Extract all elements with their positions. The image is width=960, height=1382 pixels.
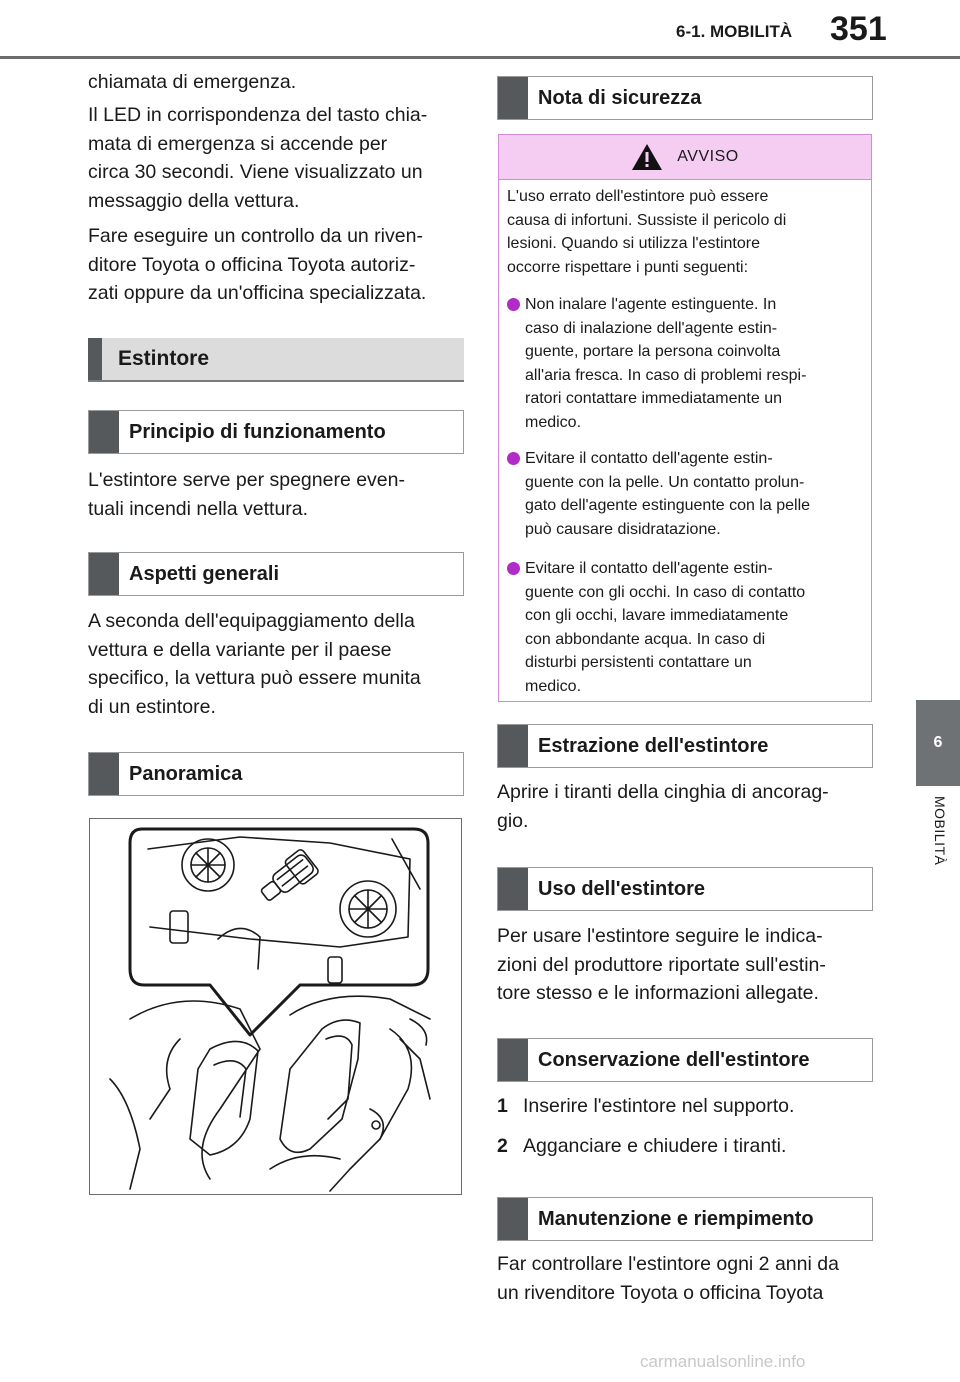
page-number: 351 xyxy=(830,10,887,48)
warning-box xyxy=(498,134,872,702)
heading-bar xyxy=(498,1198,528,1240)
heading-bar xyxy=(88,338,102,380)
heading-bar xyxy=(89,753,119,795)
bullet-dot-icon xyxy=(507,562,520,575)
heading-nota-sicurezza xyxy=(497,76,873,120)
heading-manutenzione xyxy=(497,1197,873,1241)
manutenzione-paragraph: Far controllare l'estintore ogni 2 anni da un rivenditore Toyota o officina Toyota xyxy=(497,1253,839,1304)
heading-panoramica xyxy=(88,752,464,796)
step-item xyxy=(497,1092,794,1120)
section-title: 6-1. MOBILITÀ xyxy=(676,22,793,41)
heading-bar xyxy=(498,1039,528,1081)
watermark: carmanualsonline.info xyxy=(640,1352,806,1371)
warning-bullet-text: Evitare il contatto dell'agente estin- guente con la pelle. Un contatto prolun- gato dell'agente estinguente con la pelle può causare disidratazione. xyxy=(525,450,811,538)
extinguisher-location-illustration xyxy=(89,818,462,1195)
step-text: Agganciare e chiudere i tiranti. xyxy=(523,1135,787,1157)
warning-intro: L'uso errato dell'estintore può essere causa di infortuni. Sussiste il pericolo di lesioni. Quando si utilizza l'estintore occorre rispettare i punti seguenti: xyxy=(507,188,787,276)
heading-text: Principio di funzionamento xyxy=(129,420,386,443)
intro-paragraph-1: chiamata di emergenza. xyxy=(88,71,297,93)
heading-text: Estrazione dell'estintore xyxy=(538,734,769,757)
intro-paragraph-2: Il LED in corrispondenza del tasto chia- mata di emergenza si accende per circa 30 secondi. Viene visualizzato un messaggio della vettura. xyxy=(88,104,428,212)
heading-uso xyxy=(497,867,873,911)
bullet-dot-icon xyxy=(507,298,520,311)
heading-conservazione xyxy=(497,1038,873,1082)
uso-paragraph: Per usare l'estintore seguire le indica- zioni del produttore riportate sull'estin- tore stesso e le informazioni allegate. xyxy=(497,925,826,1004)
car-interior-drawing xyxy=(90,819,462,1195)
chapter-label: MOBILITÀ xyxy=(932,796,948,866)
heading-principio xyxy=(88,410,464,454)
heading-text: Nota di sicurezza xyxy=(538,86,702,109)
step-item xyxy=(497,1132,786,1160)
warning-triangle-icon xyxy=(631,143,663,171)
step-number: 1 xyxy=(497,1095,508,1117)
heading-bar xyxy=(498,725,528,767)
warning-header xyxy=(499,135,871,180)
main-heading-text: Estintore xyxy=(118,347,210,370)
step-number: 2 xyxy=(497,1135,508,1157)
header-rule xyxy=(0,56,960,59)
heading-text: Conservazione dell'estintore xyxy=(538,1048,810,1071)
warning-bullet xyxy=(507,557,863,698)
heading-estrazione xyxy=(497,724,873,768)
heading-bar xyxy=(498,77,528,119)
heading-bar xyxy=(89,411,119,453)
heading-text: Panoramica xyxy=(129,762,243,785)
chapter-tab xyxy=(916,700,960,786)
warning-bullet-text: Non inalare l'agente estinguente. In caso di inalazione dell'agente estin- guente, portare la persona coinvolta all'aria fresca. In caso di problemi respi- ratori contattare immediatamente un medico. xyxy=(525,296,807,431)
heading-text: Uso dell'estintore xyxy=(538,877,706,900)
bullet-dot-icon xyxy=(507,452,520,465)
heading-aspetti xyxy=(88,552,464,596)
principio-paragraph: L'estintore serve per spegnere even- tuali incendi nella vettura. xyxy=(88,469,405,520)
warning-bullet-text: Evitare il contatto dell'agente estin- guente con gli occhi. In caso di contatto con gli occhi, lavare immediatamente con abbondante acqua. In caso di disturbi persistenti contattare un medico. xyxy=(525,560,806,695)
heading-bar xyxy=(498,868,528,910)
warning-bullet xyxy=(507,293,863,434)
heading-text: Manutenzione e riempimento xyxy=(538,1207,814,1230)
aspetti-paragraph: A seconda dell'equipaggiamento della vettura e della variante per il paese specifico, la vettura può essere munita di un estintore. xyxy=(88,610,421,718)
intro-paragraph-3: Fare eseguire un controllo da un riven- ditore Toyota o officina Toyota autoriz- zati oppure da un'officina specializzata. xyxy=(88,225,427,304)
chapter-number: 6 xyxy=(933,734,943,751)
heading-text: Aspetti generali xyxy=(129,562,280,585)
warning-bullet xyxy=(507,447,863,541)
step-text: Inserire l'estintore nel supporto. xyxy=(523,1095,795,1117)
heading-bar xyxy=(89,553,119,595)
chapter-side-label xyxy=(916,796,960,906)
main-heading-estintore xyxy=(88,338,464,382)
warning-label: AVVISO xyxy=(677,148,739,165)
estrazione-paragraph: Aprire i tiranti della cinghia di ancorag- gio. xyxy=(497,781,829,832)
